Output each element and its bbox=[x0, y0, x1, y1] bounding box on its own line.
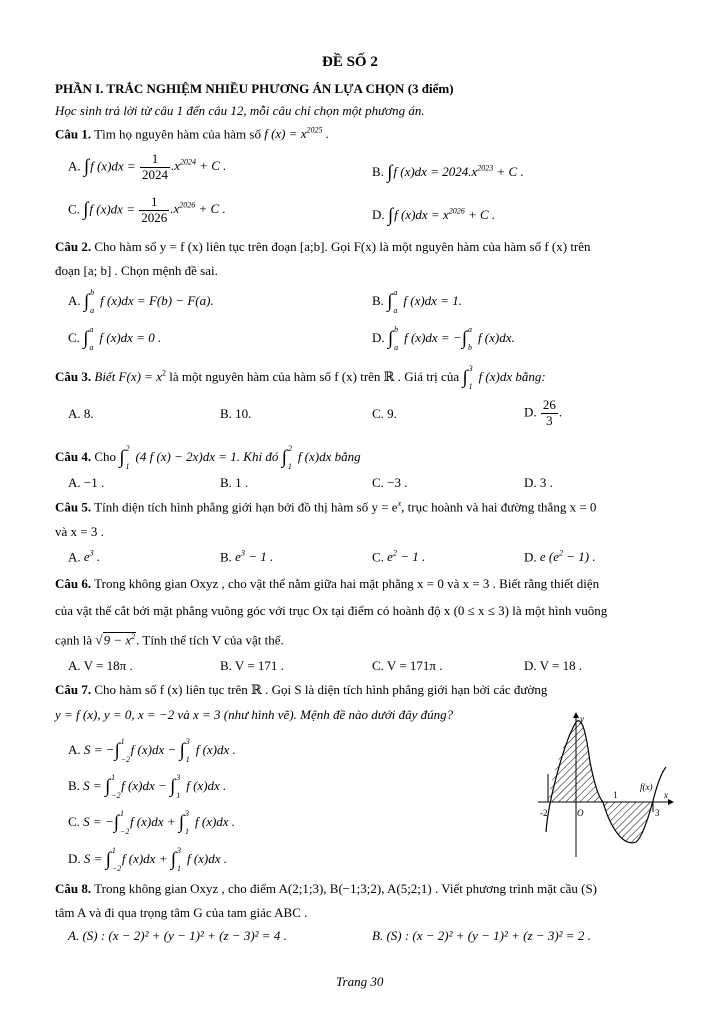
option-label: A. bbox=[68, 158, 81, 174]
question-text: , trục hoành và hai đường thẳng x = 0 bbox=[401, 499, 597, 515]
option-label: B. bbox=[68, 777, 80, 793]
question-text: (4 f (x) − 2x)dx = 1. Khi đó bbox=[135, 448, 279, 464]
question-2 bbox=[55, 240, 591, 253]
q5-option-c[interactable]: C. $e^2 - 1$ . bbox=[372, 549, 426, 565]
option-label: C. bbox=[372, 549, 384, 565]
question-text: cạnh là bbox=[55, 632, 93, 648]
option-label: D. bbox=[372, 329, 385, 345]
question-3: Câu 3. Biết $F(x) = x^2$ là một nguyên hàm của hàm số f (x) trên ℝ . Giá trị của ∫ 3 1 f (x)dx bằng: bbox=[55, 364, 546, 391]
question-2-line2: đoạn [a; b] . Chọn mệnh đề sai. bbox=[55, 263, 218, 278]
option-label: D. bbox=[524, 549, 537, 565]
x-axis-arrow bbox=[668, 799, 674, 805]
tick-label-left: -2 bbox=[540, 808, 548, 818]
q2-option-b[interactable]: B. ∫ a a f (x)dx = 1. bbox=[372, 288, 462, 315]
question-label: Câu 4. bbox=[55, 448, 92, 464]
option-label: A. bbox=[68, 549, 81, 565]
option-label: A. bbox=[68, 741, 81, 757]
question-text: Trong không gian Oxyz , cho điểm A(2;1;3), B(−1;3;2), A(5;2;1) . Viết phương trình mặt cầu (S) bbox=[94, 881, 598, 896]
question-6 bbox=[55, 577, 599, 590]
option-label: C. bbox=[68, 813, 80, 829]
q6-option-c[interactable]: C. V = 171π . bbox=[372, 658, 443, 673]
q5-option-b[interactable]: B. $e^3 - 1$ . bbox=[220, 549, 274, 565]
question-label: Câu 7. bbox=[55, 682, 92, 697]
q7-option-c[interactable]: C. S = −∫ 1 −2 f (x)dx + ∫ 3 1 f (x)dx . bbox=[68, 809, 236, 836]
option-label: B. bbox=[372, 164, 384, 179]
part-title: PHẦN I. TRẮC NGHIỆM NHIỀU PHƯƠNG ÁN LỰA CHỌN (3 điểm) bbox=[55, 81, 454, 96]
function-graph bbox=[528, 712, 678, 860]
q1-option-b[interactable]: B. ∫f $(x)dx = 2024.x^{2023} + C$ . bbox=[372, 162, 524, 183]
q6-option-d[interactable]: D. V = 18 . bbox=[524, 658, 583, 673]
question-5-line2: và x = 3 . bbox=[55, 524, 104, 539]
question-1 bbox=[55, 127, 329, 140]
option-label: B. bbox=[220, 549, 232, 565]
q5-option-d[interactable]: D. e $(e^2 - 1)$ . bbox=[524, 549, 596, 565]
q8-option-b[interactable]: B. (S) : (x − 2)² + (y − 1)² + (z − 3)² = 2 . bbox=[372, 928, 591, 943]
question-text: f (x)dx bằng: bbox=[478, 368, 546, 384]
question-text: Trong không gian Oxyz , cho vật thể nằm giữa hai mặt phẳng x = 0 và x = 3 . Biết rằng thiết diện bbox=[94, 576, 600, 591]
q3-option-c[interactable]: C. 9. bbox=[372, 406, 397, 421]
question-label: Câu 2. bbox=[55, 239, 92, 254]
q2-option-c[interactable]: C. ∫ a a f (x)dx = 0 . bbox=[68, 325, 162, 352]
question-text: Cho bbox=[94, 448, 117, 464]
page-number: Trang 30 bbox=[336, 974, 384, 989]
question-text: f (x)dx bằng bbox=[297, 448, 361, 464]
question-8-line2: tâm A và đi qua trọng tâm G của tam giác ABC . bbox=[55, 905, 308, 920]
fraction: $\frac{1}{2024}$ bbox=[141, 151, 168, 182]
question-5: Câu 5. Tính diện tích hình phẳng giới hạn bởi đồ thị hàm số $y = e^x$, trục hoành và hai đường thẳng x = 0 bbox=[55, 499, 597, 515]
x-axis-label: x bbox=[664, 790, 668, 800]
question-6-line2: của vật thể cắt bởi mặt phẳng vuông góc với trục Ox tại điểm có hoành độ x (0 ≤ x ≤ 3) là một hình vuông bbox=[55, 603, 608, 618]
y-axis-arrow bbox=[573, 712, 579, 718]
y-axis-label: y bbox=[580, 714, 584, 724]
q7-option-d[interactable]: D. S = ∫ 1 −2 f (x)dx + ∫ 3 1 f (x)dx . bbox=[68, 846, 228, 873]
q4-option-c[interactable]: C. −3 . bbox=[372, 475, 408, 490]
question-label: Câu 6. bbox=[55, 576, 92, 591]
question-7-line2: y = f (x), y = 0, x = −2 và x = 3 (như hình vẽ). Mệnh đề nào dưới đây đúng? bbox=[55, 707, 454, 722]
question-text: . Tính thể tích V của vật thể. bbox=[136, 632, 284, 648]
q1-option-c[interactable]: C. ∫f (x)dx = $\frac{1}{2026}$ $.x^{2026} + C$ . bbox=[68, 194, 226, 225]
q7-option-b[interactable]: B. S = ∫ 1 −2 f (x)dx − ∫ 3 1 f (x)dx . bbox=[68, 773, 227, 800]
q6-option-a[interactable]: A. V = 18π . bbox=[68, 658, 133, 673]
tick-label-right: 3 bbox=[655, 808, 660, 818]
question-4: Câu 4. Cho ∫ 2 1 (4 f (x) − 2x)dx = 1. Khi đó ∫ 2 1 f (x)dx bằng bbox=[55, 444, 361, 471]
question-label: Câu 5. bbox=[55, 499, 92, 515]
math-expression: f $(x) = x^{2025}$ . bbox=[264, 126, 330, 142]
q3-option-b[interactable]: B. 10. bbox=[220, 406, 252, 421]
q1-option-d[interactable]: D. ∫f $(x)dx = x^{2026} + C$ . bbox=[372, 205, 496, 226]
question-text: Tìm họ nguyên hàm của hàm số bbox=[94, 126, 265, 142]
q5-option-a[interactable]: A. $e^3$ . bbox=[68, 549, 101, 565]
instruction-text: Học sinh trả lời từ câu 1 đến câu 12, mỗi câu chỉ chọn một phương án. bbox=[55, 103, 425, 118]
question-text: Tính diện tích hình phẳng giới hạn bởi đồ thị hàm số y = e bbox=[94, 499, 398, 515]
option-label: D. bbox=[524, 404, 537, 420]
q2-option-d[interactable]: D. ∫ b a f (x)dx = −∫ a b f (x)dx. bbox=[372, 325, 515, 352]
question-text: Biết F(x) = x bbox=[94, 368, 162, 384]
question-text: Cho hàm số y = f (x) liên tục trên đoạn [a;b]. Gọi F(x) là một nguyên hàm của hàm số f (x) trên bbox=[94, 239, 591, 254]
option-label: B. bbox=[372, 292, 384, 308]
question-label: Câu 1. bbox=[55, 126, 92, 142]
math-expression: $√9 - x^2$ bbox=[95, 632, 136, 648]
question-8 bbox=[55, 882, 597, 895]
q3-option-d[interactable]: D. $\frac{26}{3}$ . bbox=[524, 397, 563, 428]
option-label: C. bbox=[68, 329, 80, 345]
option-label: D. bbox=[372, 207, 385, 222]
q1-option-a[interactable]: A. ∫f (x)dx = $\frac{1}{2024}$ $.x^{2024} + C$ . bbox=[68, 151, 227, 182]
question-6-line3 bbox=[55, 632, 284, 646]
question-text: là một nguyên hàm của hàm số f (x) trên ℝ . Giá trị của bbox=[165, 368, 460, 384]
option-label: C. bbox=[68, 201, 80, 217]
fraction: $\frac{1}{2026}$ bbox=[141, 194, 168, 225]
question-label: Câu 8. bbox=[55, 881, 92, 896]
tick-label-one: 1 bbox=[613, 790, 618, 800]
curve-label: f(x) bbox=[640, 782, 653, 792]
q7-option-a[interactable]: A. S = −∫ 1 −2 f (x)dx − ∫ 3 1 f (x)dx . bbox=[68, 737, 236, 764]
question-7 bbox=[55, 683, 547, 696]
option-label: D. bbox=[68, 850, 81, 866]
option-label: A. bbox=[68, 292, 81, 308]
q6-option-b[interactable]: B. V = 171 . bbox=[220, 658, 284, 673]
q2-option-a[interactable]: A. ∫ b a f (x)dx = F(b) − F(a). bbox=[68, 288, 214, 315]
fraction: $\frac{26}{3}$ bbox=[542, 397, 556, 428]
q8-option-a[interactable]: A. (S) : (x − 2)² + (y − 1)² + (z − 3)² = 4 . bbox=[68, 928, 287, 943]
question-text: Cho hàm số f (x) liên tục trên ℝ . Gọi S là diện tích hình phẳng giới hạn bởi các đường bbox=[94, 682, 548, 697]
question-label: Câu 3. bbox=[55, 368, 92, 384]
q3-option-a[interactable]: A. 8. bbox=[68, 406, 94, 421]
q4-option-d[interactable]: D. 3 . bbox=[524, 475, 553, 490]
exam-title: ĐỀ SỐ 2 bbox=[322, 54, 378, 70]
q4-option-b[interactable]: B. 1 . bbox=[220, 475, 249, 490]
origin-label: O bbox=[577, 808, 584, 818]
q4-option-a[interactable]: A. −1 . bbox=[68, 475, 105, 490]
